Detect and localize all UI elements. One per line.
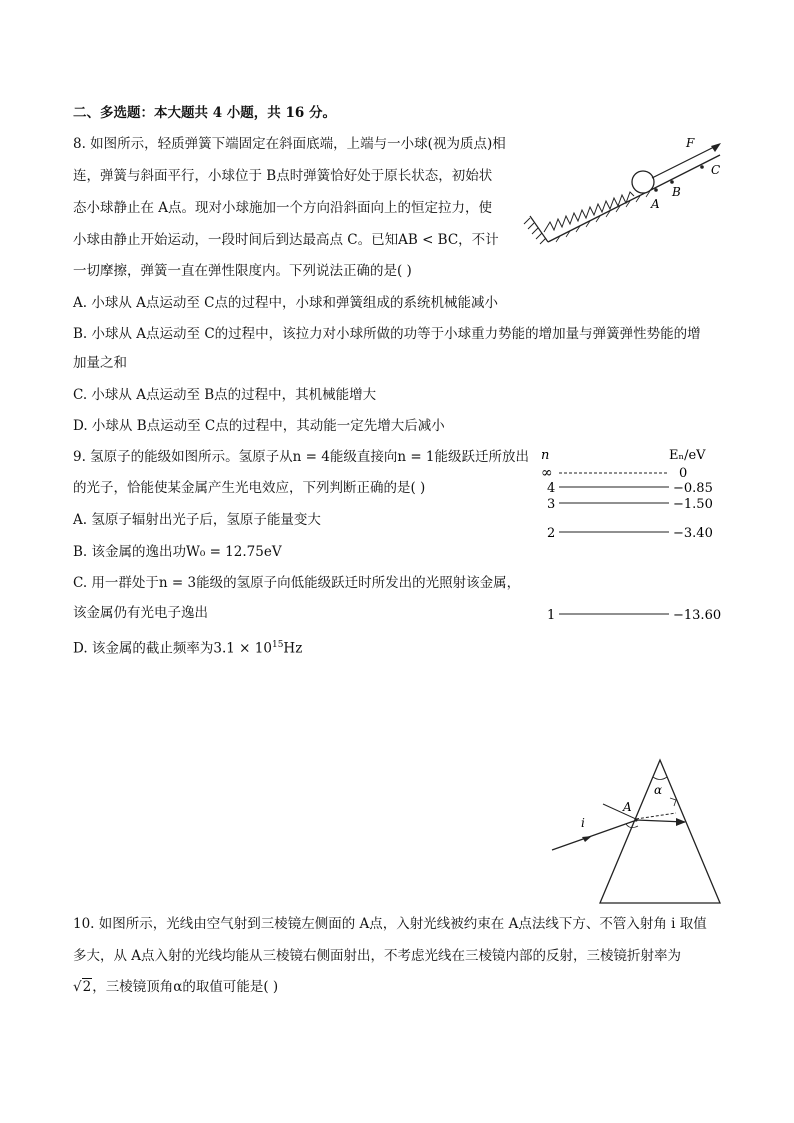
q8-option-d: D. 小球从 B点运动至 C点的过程中，其动能一定先增大后减小 xyxy=(73,418,445,434)
header-n: n xyxy=(541,448,550,463)
level-e-3: −1.50 xyxy=(673,497,713,512)
q9-option-d-unit: Hz xyxy=(283,640,303,657)
level-e-1: −13.60 xyxy=(673,608,722,623)
label-alpha: α xyxy=(654,783,663,797)
incline-surface xyxy=(548,155,720,242)
q8-line-4: 小球由静止开始运动，一段时间后到达最高点 C。已知AB < BC，不计 xyxy=(73,232,499,248)
q8-line-2: 连，弹簧与斜面平行，小球位于 B点时弹簧恰好处于原长状态，初始状 xyxy=(73,168,493,184)
header-e: Eₙ/eV xyxy=(669,448,706,463)
level-e-4: −0.85 xyxy=(673,481,713,496)
force-arrowhead xyxy=(711,143,721,152)
label-b: B xyxy=(672,185,681,199)
energy-level-diagram xyxy=(535,444,730,629)
q9-option-d-exponent: 15 xyxy=(271,640,284,650)
point-c xyxy=(700,165,704,169)
wall-hatching xyxy=(524,218,546,244)
q9-option-c: C. 用一群处于n = 3能级的氢原子向低能级跃迁时所发出的光照射该金属， xyxy=(73,575,521,591)
sqrt-symbol: √ xyxy=(73,979,82,995)
q8-incline-figure xyxy=(520,130,730,255)
q8-option-c: C. 小球从 A点运动至 B点的过程中，其机械能增大 xyxy=(73,387,377,403)
label-i: i xyxy=(581,816,585,830)
prism-figure xyxy=(548,758,728,906)
incline-hatching xyxy=(556,191,650,242)
q9-line-1: 9. 氢原子的能级如图所示。氢原子从n = 4能级直接向n = 1能级跃迁所放出 xyxy=(73,449,530,465)
q10-line-2: 多大，从 A点入射的光线均能从三棱镜右侧面射出，不考虑光线在三棱镜内部的反射，三棱镜折射率为 xyxy=(73,948,682,964)
ball xyxy=(632,171,654,193)
label-f: F xyxy=(686,136,695,150)
q10-line-1: 10. 如图所示，光线由空气射到三棱镜左侧面的 A点，入射光线被约束在 A点法线下方、不管入射角 i 取值 xyxy=(73,916,707,932)
apex-arc xyxy=(653,777,667,780)
q8-line-3: 态小球静止在 A点。现对小球施加一个方向沿斜面向上的恒定拉力，使 xyxy=(73,200,493,216)
spring xyxy=(544,192,634,232)
q8-option-a: A. 小球从 A点运动至 C点的过程中，小球和弹簧组成的系统机械能减小 xyxy=(73,295,498,311)
incident-arrowhead xyxy=(582,836,592,842)
label-c: C xyxy=(711,163,721,177)
q10-line-3 xyxy=(73,978,278,996)
level-n-inf: ∞ xyxy=(541,465,553,481)
incident-ray xyxy=(552,821,634,850)
level-n-2: 2 xyxy=(547,526,556,541)
q9-option-c-cont: 该金属仍有光电子逸出 xyxy=(73,605,208,621)
q10-line-3-text: ，三棱镜顶角α的取值可能是( ) xyxy=(92,979,279,995)
q9-option-a: A. 氢原子辐射出光子后，氢原子能量变大 xyxy=(73,512,321,528)
right-angle-mark xyxy=(670,798,676,806)
q8-line-5: 一切摩擦，弹簧一直在弹性限度内。下列说法正确的是( ) xyxy=(73,263,412,279)
q9-option-d-text: D. 该金属的截止频率为3.1 × 10 xyxy=(73,640,272,657)
level-n-4: 4 xyxy=(547,481,556,496)
point-b xyxy=(670,180,674,184)
q9-option-b: B. 该金属的逸出功W₀ = 12.75eV xyxy=(73,544,282,560)
q9-option-d xyxy=(73,636,302,658)
label-a: A xyxy=(623,800,632,814)
section-header: 二、多选题：本大题共 4 小题，共 16 分。 xyxy=(73,105,336,121)
q8-option-b: B. 小球从 A点运动至 C的过程中，该拉力对小球所做的功等于小球重力势能的增加量与弹簧弹性势能的增 xyxy=(73,326,701,342)
prism xyxy=(600,760,720,903)
point-a xyxy=(654,188,658,192)
q8-line-1: 8. 如图所示，轻质弹簧下端固定在斜面底端，上端与一小球(视为质点)相 xyxy=(73,136,506,152)
label-a: A xyxy=(651,197,660,211)
sqrt-value: 2 xyxy=(82,979,92,995)
point-a-dot xyxy=(634,818,637,821)
normal-lower xyxy=(636,813,676,819)
level-e-2: −3.40 xyxy=(673,526,713,541)
q9-line-2: 的光子，恰能使某金属产生光电效应，下列判断正确的是( ) xyxy=(73,480,426,496)
q8-option-b-cont: 加量之和 xyxy=(73,355,127,371)
level-e-inf: 0 xyxy=(679,466,688,481)
level-n-3: 3 xyxy=(547,497,556,512)
level-n-1: 1 xyxy=(547,608,556,623)
